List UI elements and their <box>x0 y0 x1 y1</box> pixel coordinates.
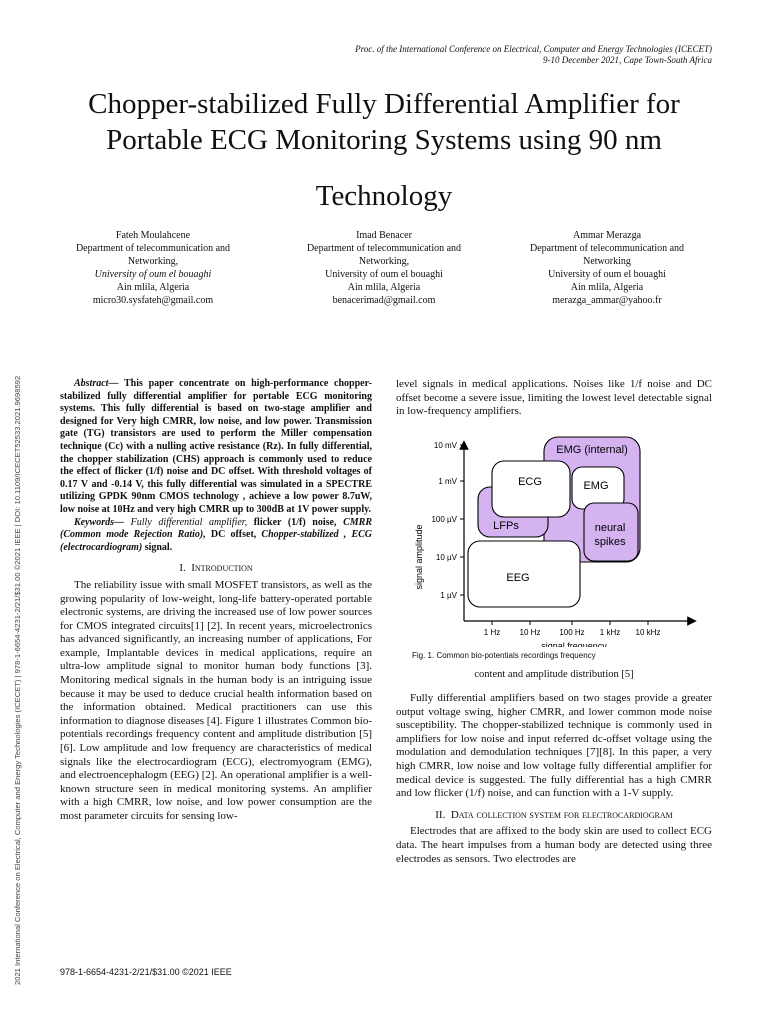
y-tick-label: 100 µV <box>431 514 457 524</box>
section-number: I. <box>179 562 186 575</box>
ecg-box <box>492 461 570 517</box>
conference-line: Proc. of the International Conference on Electrical, Computer and Energy Technologies (ICECET) <box>355 44 712 54</box>
author-block-3 <box>502 229 712 307</box>
abstract-text: This paper concentrate on high-performance chopper-stabilized fully differential amplifier for portable ECG monitoring systems. This fully differential is based on two-stage amplifier and designed for Very high CMRR, low noise, and low power. Transmission gate (TG) transistors are used to perform the Miller compensation technique (Cc) with a nulling active resistance (Rz). In fully differential, the chopper stabilization (CHS) approach is commonly used to reduce the effect of flicker (1/f) noise and DC offset. With threshold voltages of 0.17 V and -0.14 V, this fully differential was simulated in a SPECTRE utilizing GPDK 90nm CMOS technology , achieve a low power 8.7uW, low noise at 10Hz and very high CMRR up to 300dB at 1V power supply. <box>60 378 372 515</box>
title-line-1: Chopper-stabilized Fully Differential Amplifier for <box>88 88 680 120</box>
author-email[interactable]: micro30.sysfateh@gmail.com <box>92 295 214 306</box>
author-city: Ain mlila, Algeria <box>116 282 190 293</box>
x-tick-label: 1 Hz <box>483 627 501 637</box>
conference-date: 9-10 December 2021, Cape Town-South Africa <box>543 55 712 65</box>
paper-title <box>60 86 708 214</box>
bio-potential-chart <box>396 427 712 647</box>
spikes-label: spikes <box>594 535 626 548</box>
y-axis-label: signal amplitude <box>414 524 424 590</box>
y-tick-label: 1 µV <box>440 590 457 600</box>
author-city: Ain mlila, Algeria <box>570 282 644 293</box>
author-univ: University of oum el bouaghi <box>325 269 443 280</box>
paragraph: Electrodes that are affixed to the body skin are used to collect ECG data. The heart impulses from a human body are detected using three electrodes as sensors. Two electrodes are <box>396 825 712 865</box>
keywords <box>60 517 372 555</box>
intro-paragraph: The reliability issue with small MOSFET transistors, as well as the growing popularity of low-weight, long-life battery-operated portable electronic systems, are driving the increased use of low power sources for CMOS integrated circuits[1] [2]. In recent years, microelectronics has advanced significantly, an increasing number of applications, For example, Implantable devices in medical applications, require an ultra-low amplitude signal to monitor human body functions [3]. Monitoring medical signals in the human body is an intriguing issue because it may be used to deduce crucial health information based on the information obtained. Medical practitioners can use this information to diagnose diseases [4]. Figure 1 illustrates Common bio-potentials recordings frequency content and amplitude distribution [5][6]. Low amplitude and low frequency are characteristics of medical signals like the electrocardiogram (ECG), electromyogram (EMG), and electroencephalogm (EEG) [2]. An operational amplifier is a well-known structure seen in medical monitoring systems. An amplifier with a high CMRR, low noise, and low power consumption are the most parameter circuits for sensing low- <box>60 578 372 822</box>
author-univ: University of oum el bouaghi <box>548 269 666 280</box>
author-block-1 <box>48 229 258 307</box>
emg-internal-label: EMG (internal) <box>556 443 628 456</box>
keywords-label: Keywords— <box>74 516 124 528</box>
keyword-part: DC offset, <box>205 529 262 541</box>
x-ticks <box>484 621 661 637</box>
conference-header <box>355 44 712 66</box>
author-name: Imad Benacer <box>356 230 412 241</box>
section-heading-2 <box>396 809 712 823</box>
keyword-part: Chopper-stabilized , ECG (electrocardiogram) <box>60 529 372 553</box>
abstract-label: Abstract— <box>74 378 119 389</box>
ecg-label: ECG <box>518 475 542 488</box>
keyword-part: CMRR (Common mode Rejection Ratio), <box>60 516 372 541</box>
figure-1 <box>396 427 712 647</box>
section-heading-1 <box>60 562 372 576</box>
x-tick-label: 10 Hz <box>519 627 541 637</box>
y-tick-label: 10 µV <box>435 552 457 562</box>
y-tick-label: 10 mV <box>433 440 457 450</box>
title-line-3: Technology <box>315 180 453 212</box>
author-dept: Department of telecommunication and <box>75 243 231 254</box>
neural-label: neural <box>594 521 626 534</box>
lfps-label: LFPs <box>493 519 519 532</box>
eeg-label: EEG <box>506 571 530 584</box>
section-title: Introduction <box>191 562 253 575</box>
author-dept: Department of telecommunication and <box>306 243 462 254</box>
section-number: II. <box>435 808 446 821</box>
author-univ: University of oum el bouaghi <box>94 269 212 280</box>
keyword-part: flicker (1/f) noise, <box>247 516 344 528</box>
right-column <box>396 378 712 866</box>
abstract <box>60 378 372 517</box>
side-doi-text: 2021 International Conference on Electrical, Computer and Energy Technologies (ICECET) | 978-1-6654-4231-2/21/$31.00 ©2021 IEEE | DOI: 10.1109/ICECET52533.2021.9698592 <box>13 375 22 985</box>
author-dept-2: Networking, <box>127 256 179 267</box>
paragraph: Fully differential amplifiers based on two stages provide a greater output voltage swing, higher CMRR, and lower common mode noise susceptibility. The chopper-stabilized technique is commonly used in amplifiers for low noise and input referred dc-offset voltage using the modulation and demodulation techniques [7][8]. In this paper, a very high CMRR, low noise and low voltage fully differential amplifier for medical device is suggested. The fully differential has a high CMRR and low flicker (1/f) noise, and can function with a 1-V supply. <box>396 691 712 800</box>
y-tick-label: 1 mV <box>438 476 457 486</box>
y-ticks <box>431 441 464 600</box>
keyword-part: signal. <box>142 541 173 553</box>
author-dept-2: Networking <box>583 256 631 267</box>
author-name: Ammar Merazga <box>572 230 642 241</box>
footer-copyright: 978-1-6654-4231-2/21/$31.00 ©2021 IEEE <box>60 967 232 977</box>
author-name: Fateh Moulahcene <box>115 230 191 241</box>
author-email[interactable]: merazga_ammar@yahoo.fr <box>552 295 662 306</box>
left-column <box>60 378 372 824</box>
x-tick-label: 100 Hz <box>559 627 585 637</box>
author-dept: Department of telecommunication and <box>529 243 685 254</box>
figure-caption-2: content and amplitude distribution [5] <box>474 669 634 681</box>
paragraph: level signals in medical applications. Noises like 1/f noise and DC offset become a severe issue, limiting the lowest level detectable signal in low-frequency amplifiers. <box>396 378 712 418</box>
figure-caption: Fig. 1. Common bio-potentials recordings frequency <box>412 650 596 660</box>
author-city: Ain mlila, Algeria <box>347 282 421 293</box>
x-axis-label: signal frequency <box>541 640 607 647</box>
emg-label: EMG <box>583 479 609 492</box>
title-line-2: Portable ECG Monitoring Systems using 90 nm <box>106 124 662 156</box>
author-block-2 <box>279 229 489 307</box>
x-tick-label: 10 kHz <box>635 627 661 637</box>
keyword-part: Fully differential amplifier, <box>124 516 248 528</box>
author-dept-2: Networking, <box>358 256 410 267</box>
x-tick-label: 1 kHz <box>599 627 621 637</box>
author-email[interactable]: benacerimad@gmail.com <box>332 295 436 306</box>
section-title: Data collection system for electrocardiogram <box>450 808 673 821</box>
